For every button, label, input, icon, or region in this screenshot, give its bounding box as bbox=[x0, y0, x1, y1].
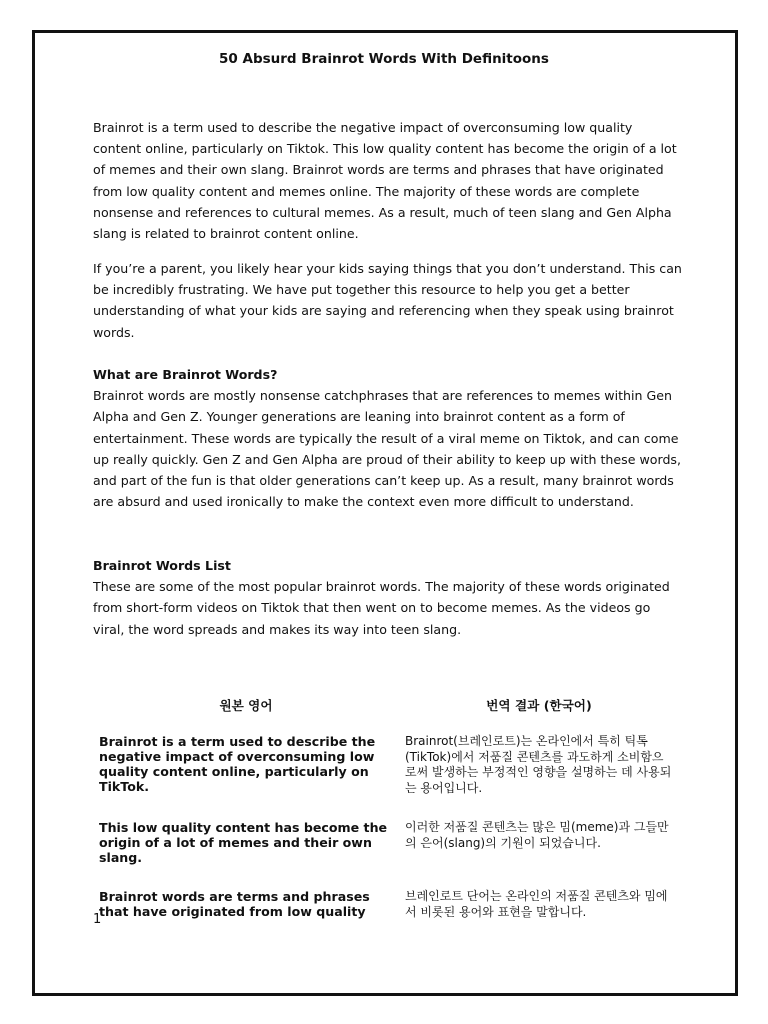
section-heading: Brainrot Words List bbox=[93, 558, 231, 573]
section-body: Brainrot words are mostly nonsense catchphrases that are references to memes within Gen Alpha and Gen Z. Younger generations are leaning into brainrot content as a form of entertainment. These words are typically the result of a viral meme on Tiktok, and can come up really quickly. Gen Z and Gen Alpha are proud of their ability to keep up with these words, and part of the fun is that older generations can’t keep up. As a result, many brainrot words are absurd and used ironically to make the context even more difficult to understand. bbox=[93, 388, 681, 510]
translation-table bbox=[93, 694, 679, 920]
section-brainrot-words-list bbox=[93, 555, 683, 640]
intro-paragraph-1 bbox=[93, 117, 683, 244]
section-what-are-brainrot-words bbox=[93, 364, 683, 512]
intro-text-1: Brainrot is a term used to describe the negative impact of overconsuming low quality content online, particularly on Tiktok. This low quality content has become the origin of a lot of memes and their own slang. Brainrot words are terms and phrases that have originated from low quality content and memes online. The majority of these words are complete nonsense and references to cultural memes. As a result, much of teen slang and Gen Alpha slang is related to brainrot content online. bbox=[93, 120, 677, 242]
intro-text-2: If you’re a parent, you likely hear your kids saying things that you don’t understand. This can be incredibly frustrating. We have put together this resource to help you get a better understanding of what your kids are saying and referencing when they speak using brainrot words. bbox=[93, 261, 682, 340]
english-cell: Brainrot is a term used to describe the negative impact of overconsuming low quality content online, particularly on TikTok. bbox=[99, 734, 376, 794]
page-number: 1 bbox=[93, 912, 102, 927]
korean-cell: 브레인로트 단어는 온라인의 저품질 콘텐츠와 밈에서 비롯된 용어와 표현을 말합니다. bbox=[405, 889, 668, 919]
header-original-english: 원본 영어 bbox=[219, 698, 273, 713]
table-row bbox=[93, 814, 679, 883]
table-header-row bbox=[93, 694, 679, 728]
section-body: These are some of the most popular brainrot words. The majority of these words originated from short-form videos on Tiktok that then went on to become memes. As the videos go viral, the word spreads and makes its way into teen slang. bbox=[93, 579, 670, 637]
table-row bbox=[93, 728, 679, 814]
intro-paragraph-2 bbox=[93, 258, 683, 343]
document-title: 50 Absurd Brainrot Words With Definitoons bbox=[219, 51, 549, 67]
table-row bbox=[93, 883, 679, 920]
korean-cell: Brainrot(브레인로트)는 온라인에서 특히 틱톡(TikTok)에서 저품질 콘텐츠를 과도하게 소비함으로써 발생하는 부정적인 영향을 설명하는 데 사용되는 용어입니다. bbox=[405, 734, 672, 795]
section-heading: What are Brainrot Words? bbox=[93, 367, 278, 382]
english-cell: Brainrot words are terms and phrases that have originated from low quality bbox=[99, 889, 370, 919]
english-cell: This low quality content has become the origin of a lot of memes and their own slang. bbox=[99, 820, 388, 865]
header-translation-korean: 번역 결과 (한국어) bbox=[486, 698, 592, 713]
korean-cell: 이러한 저품질 콘텐츠는 많은 밈(meme)과 그들만의 은어(slang)의 기원이 되었습니다. bbox=[405, 820, 669, 850]
